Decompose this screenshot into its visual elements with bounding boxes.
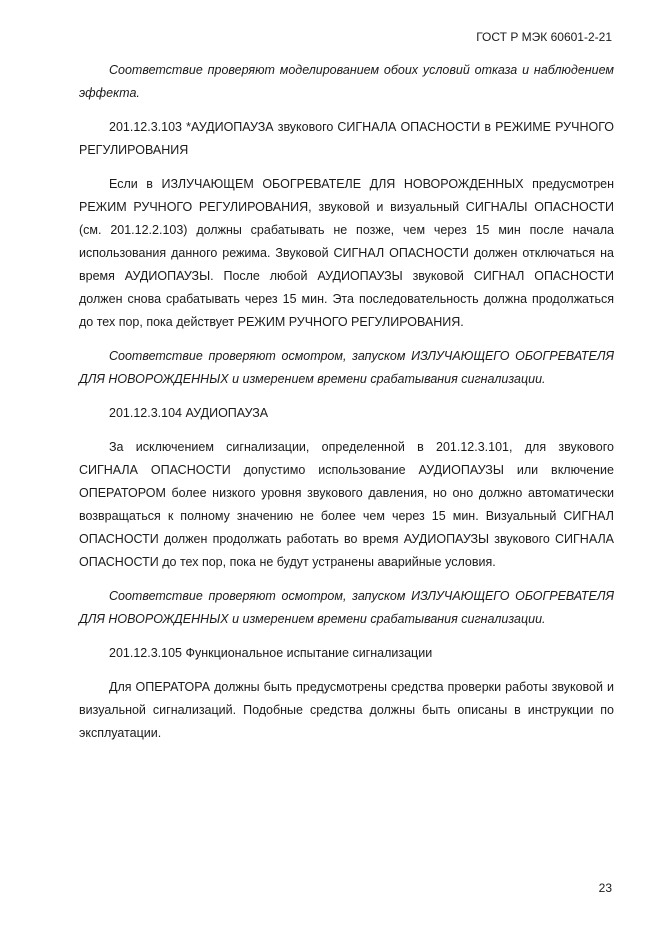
clause-text-201-12-3-103: Если в ИЗЛУЧАЮЩЕМ ОБОГРЕВАТЕЛЕ ДЛЯ НОВОРОЖДЕННЫХ предусмотрен РЕЖИМ РУЧНОГО РЕГУЛИРОВАНИЯ, звуковой и визуальный СИГНАЛЫ ОПАСНОСТИ (см. 201.12.2.103) должны срабатывать не позже, чем через 15 мин после начала использования данного режима. Звуковой СИГНАЛ ОПАСНОСТИ должен отключаться на время АУДИОПАУЗЫ. После любой АУДИОПАУЗЫ звуковой СИГНАЛ ОПАСНОСТИ должен снова срабатывать через 15 мин. Эта последовательность должна продолжаться до тех пор, пока действует РЕЖИМ РУЧНОГО РЕГУЛИРОВАНИЯ. <box>79 177 614 329</box>
clause-heading-201-12-3-105: 201.12.3.105 Функциональное испытание сигнализации <box>109 646 433 660</box>
compliance-paragraph-2: Соответствие проверяют осмотром, запуском ИЗЛУЧАЮЩЕГО ОБОГРЕВАТЕЛЯ ДЛЯ НОВОРОЖДЕННЫХ и измерением времени срабатывания сигнализации. <box>79 349 614 386</box>
document-header: ГОСТ Р МЭК 60601-2-21 <box>476 30 612 44</box>
compliance-paragraph-1: Соответствие проверяют моделированием обоих условий отказа и наблюдением эффекта. <box>79 63 614 100</box>
document-body <box>79 59 614 745</box>
clause-text-201-12-3-105: Для ОПЕРАТОРА должны быть предусмотрены средства проверки работы звуковой и визуальной сигнализаций. Подобные средства должны быть описаны в инструкции по эксплуатации. <box>79 680 614 740</box>
compliance-paragraph-3: Соответствие проверяют осмотром, запуском ИЗЛУЧАЮЩЕГО ОБОГРЕВАТЕЛЯ ДЛЯ НОВОРОЖДЕННЫХ и измерением времени срабатывания сигнализации. <box>79 589 614 626</box>
clause-heading-201-12-3-103: 201.12.3.103 *АУДИОПАУЗА звукового СИГНАЛА ОПАСНОСТИ в РЕЖИМЕ РУЧНОГО РЕГУЛИРОВАНИЯ <box>79 120 614 157</box>
clause-heading-201-12-3-104: 201.12.3.104 АУДИОПАУЗА <box>109 406 269 420</box>
page-number: 23 <box>598 881 612 895</box>
clause-text-201-12-3-104: За исключением сигнализации, определенной в 201.12.3.101, для звукового СИГНАЛА ОПАСНОСТИ допустимо использование АУДИОПАУЗЫ или включение ОПЕРАТОРОМ более низкого уровня звукового давления, но оно должно автоматически возвращаться к полному значению не более чем через 15 мин. Визуальный СИГНАЛ ОПАСНОСТИ должен продолжать работать во время АУДИОПАУЗЫ звукового СИГНАЛА ОПАСНОСТИ до тех пор, пока не будут устранены аварийные условия. <box>79 440 614 569</box>
